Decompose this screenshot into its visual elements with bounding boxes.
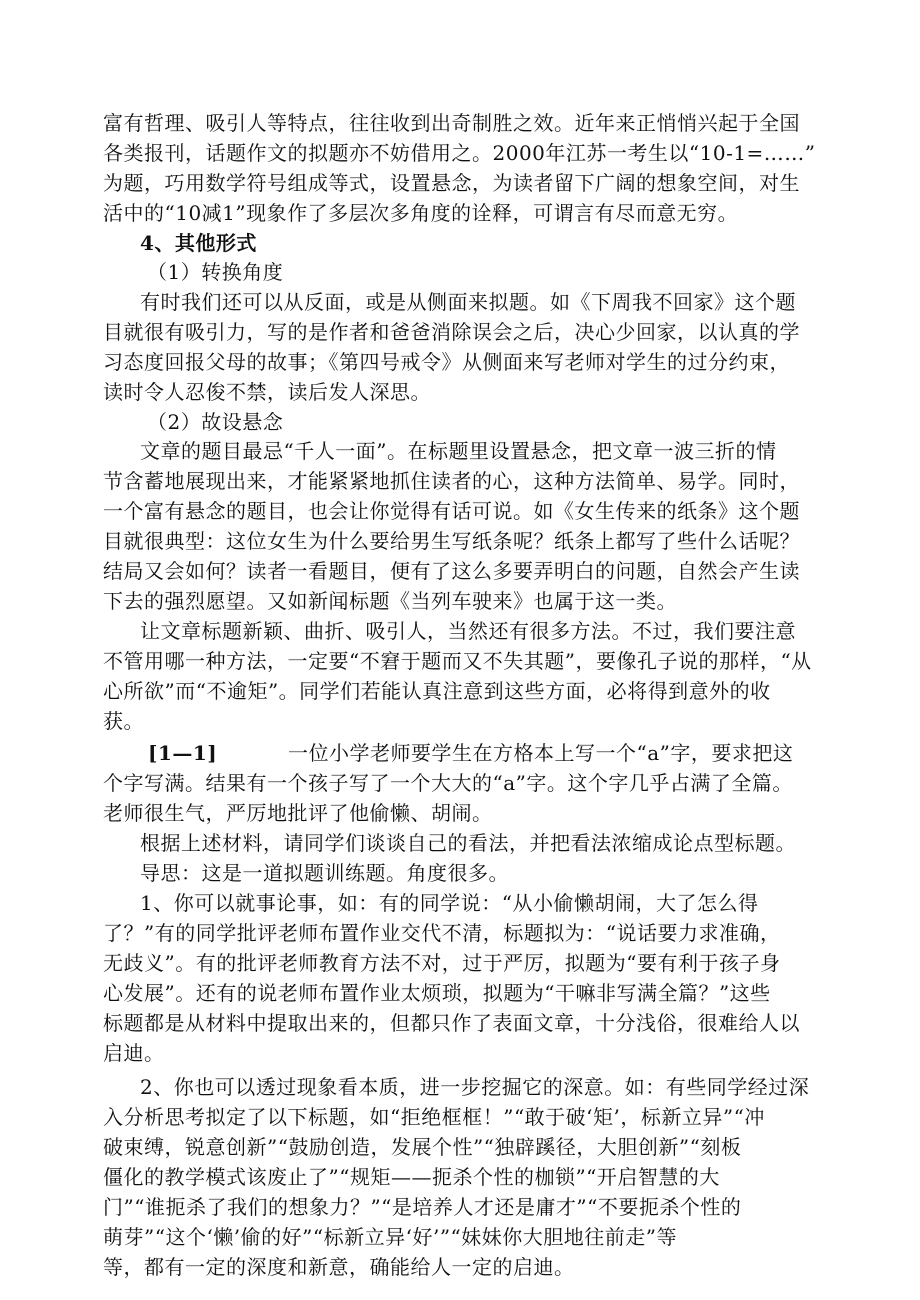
paragraph-line: 根据上述材料，请同学们谈谈自己的看法，并把看法浓缩成论点型标题。 — [140, 830, 796, 855]
subsection-heading: （2）故设悬念 — [147, 409, 284, 434]
paragraph-line: 标题都是从材料中提取出来的，但都只作了表面文章，十分浅俗，很难给人以 — [103, 1011, 800, 1036]
paragraph-line: 为题，巧用数学符号组成等式，设置悬念，为读者留下广阔的想象空间，对生 — [103, 171, 800, 196]
paragraph-line: 了？”有的同学批评老师布置作业交代不清，标题拟为：“说话要力求准确， — [103, 921, 781, 945]
paragraph-line: 一个富有悬念的题目，也会让你觉得有话可说。如《女生传来的纸条》这个题 — [103, 498, 800, 523]
paragraph-line: 节含蓄地展现出来，才能紧紧地抓住读者的心，这种方法简单、易学。同时， — [103, 468, 800, 493]
paragraph-line: 有时我们还可以从反面，或是从侧面来拟题。如《下周我不回家》这个题 — [140, 290, 796, 315]
paragraph-line: 各类报刊，话题作文的拟题亦不妨借用之。2000年江苏一考生以“10-1=……” — [103, 141, 816, 165]
paragraph-line: 下去的强烈愿望。又如新闻标题《当列车驶来》也属于这一类。 — [103, 588, 677, 613]
paragraph-line: 文章的题目最忌“千人一面”。在标题里设置悬念，把文章一波三折的情 — [140, 438, 777, 463]
subsection-heading: （1）转换角度 — [147, 260, 284, 285]
paragraph-line: 不管用哪一种方法，一定要“不窘于题而又不失其题”，要像孔子说的那样，“从 — [103, 648, 812, 673]
paragraph-line: 无歧义”。有的批评老师教育方法不对，过于严厉，拟题为“要有利于孩子身 — [103, 951, 781, 975]
paragraph-line: 结局又会如何？读者一看题目，便有了这么多要弄明白的问题，自然会产生读 — [103, 558, 800, 583]
paragraph-line: 目就很有吸引力，写的是作者和爸爸消除误会之后，决心少回家，以认真的学 — [103, 320, 800, 345]
paragraph-line: 让文章标题新颖、曲折、吸引人，当然还有很多方法。不过，我们要注意 — [140, 618, 796, 643]
exercise-label: [1—1] — [148, 740, 218, 765]
paragraph-line: 门”“谁扼杀了我们的想象力？”“是培养人才还是庸才”“不要扼杀个性的 — [103, 1194, 742, 1219]
paragraph-line: 活中的“10减1”现象作了多层次多角度的诠释，可谓言有尽而意无穷。 — [103, 201, 739, 226]
paragraph-line: 习态度回报父母的故事；《第四号戒令》从侧面来写老师对学生的过分约束， — [103, 350, 790, 375]
exercise-text: 一位小学老师要学生在方格本上写一个“a”字，要求把这 — [288, 740, 794, 765]
section-heading: 4、其他形式 — [140, 231, 257, 256]
paragraph-line: 萌芽”“这个‘懒’偷的好”“标新立异‘好’”“妹妹你大胆地往前走”等 — [103, 1225, 678, 1249]
paragraph-line: 个字写满。结果有一个孩子写了一个大大的“a”字。这个字几乎占满了全篇。 — [103, 770, 793, 795]
paragraph-line: 读时令人忍俊不禁，读后发人深思。 — [103, 380, 431, 405]
paragraph-line: 破束缚，锐意创新”“鼓励创造，发展个性”“独辟蹊径，大胆创新”“刻板 — [103, 1134, 742, 1159]
exercise-line — [148, 738, 823, 768]
paragraph-line: 目就很典型：这位女生为什么要给男生写纸条呢？纸条上都写了些什么话呢？ — [103, 528, 800, 553]
paragraph-line: 富有哲理、吸引人等特点，往往收到出奇制胜之效。近年来正悄悄兴起于全国 — [103, 111, 800, 135]
paragraph-line: 心所欲”而“不逾矩”。同学们若能认真注意到这些方面，必将得到意外的收 — [103, 678, 771, 703]
paragraph-line: 入分析思考拟定了以下标题，如“拒绝框框！”“敢于破‘矩’，标新立异”“冲 — [103, 1104, 765, 1129]
paragraph-line: 导思：这是一道拟题训练题。角度很多。 — [140, 860, 509, 885]
paragraph-line: 僵化的教学模式该废止了”“规矩——扼杀个性的枷锁”“开启智慧的大 — [103, 1164, 720, 1189]
paragraph-line: 2、你也可以透过现象看本质，进一步挖掘它的深意。如：有些同学经过深 — [140, 1074, 810, 1099]
paragraph-line: 1、你可以就事论事，如：有的同学说：“从小偷懒胡闹，大了怎么得 — [140, 891, 759, 915]
paragraph-line: 获。 — [103, 708, 144, 733]
paragraph-line: 等，都有一定的深度和新意，确能给人一定的启迪。 — [103, 1255, 575, 1279]
paragraph-line: 启迪。 — [103, 1041, 165, 1066]
paragraph-line: 心发展”。还有的说老师布置作业太烦琐，拟题为“干嘛非写满全篇？”这些 — [103, 981, 771, 1006]
paragraph-line: 老师很生气，严厉地批评了他偷懒、胡闹。 — [103, 800, 493, 825]
